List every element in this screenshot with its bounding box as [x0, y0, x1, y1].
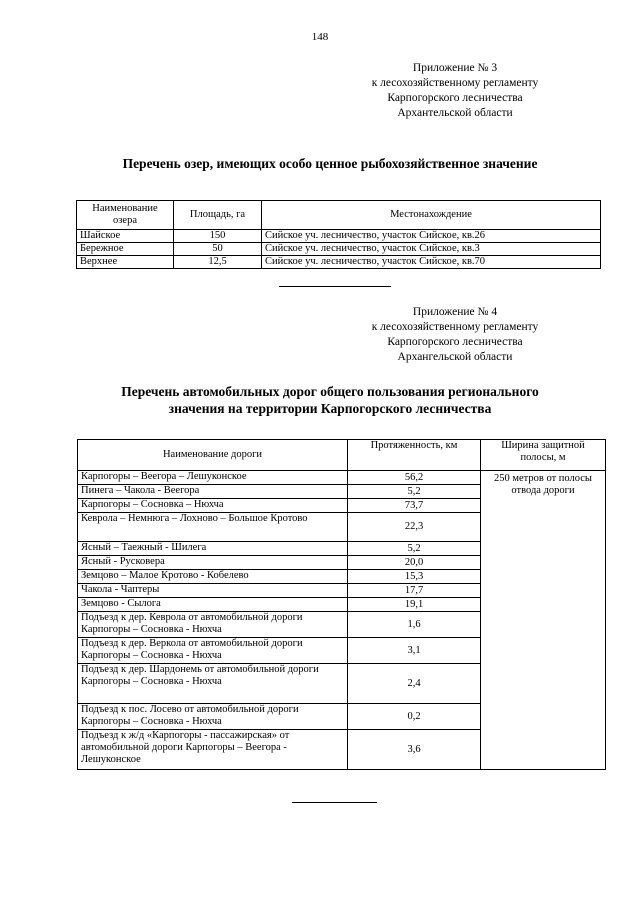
appendix-line: к лесохозяйственному регламенту: [371, 77, 539, 89]
lake-area: 12,5: [174, 256, 262, 269]
appendix-line: Приложение № 4: [412, 306, 498, 318]
road-length: 3,1: [348, 638, 481, 664]
road-name: Подъезд к пос. Лосево от автомобильной дороги Карпогоры – Сосновка - Нюхча: [78, 704, 348, 730]
road-name: Подъезд к дер. Шардонемь от автомобильной дороги Карпогоры – Сосновка - Нюхча: [78, 664, 348, 704]
road-length: 73,7: [348, 499, 481, 513]
lake-location: Сийское уч. лесничество, участок Сийское, кв.26: [262, 230, 601, 243]
lakes-heading: Перечень озер, имеющих особо ценное рыбохозяйственное значение: [122, 156, 538, 171]
appendix-line: к лесохозяйственному регламенту: [371, 321, 539, 333]
separator-line: [279, 286, 391, 287]
lake-name: Верхнее: [77, 256, 174, 269]
road-name: Подъезд к дер. Кеврола от автомобильной дороги Карпогоры – Сосновка - Нюхча: [78, 612, 348, 638]
road-name: Подъезд к ж/д «Карпогоры - пассажирская» от автомобильной дороги Карпогоры – Веегора - Лешуконское: [78, 730, 348, 770]
road-name: Ясный - Русковера: [78, 556, 348, 570]
table-row: [77, 243, 601, 256]
road-name: Земцово - Сылога: [78, 598, 348, 612]
road-name: Пинега – Чакола - Веегора: [78, 485, 348, 499]
appendix-line: Карпогорского лесничества: [387, 92, 523, 104]
table-row: [78, 471, 606, 485]
roads-heading: [60, 383, 600, 417]
road-name: Кеврола – Немнюга – Лохново – Большое Кротово: [78, 513, 348, 542]
table-header-row: [77, 201, 601, 230]
appendix-line: Архантельской области: [397, 107, 513, 119]
column-header: Площадь, га: [174, 201, 262, 230]
road-length: 3,6: [348, 730, 481, 770]
roads-heading-line: Перечень автомобильных дорог общего пользования регионального: [121, 384, 539, 399]
road-length: 20,0: [348, 556, 481, 570]
lake-location: Сийское уч. лесничество, участок Сийское, кв.3: [262, 243, 601, 256]
road-length: 0,2: [348, 704, 481, 730]
appendix-line: Карпогорского лесничества: [387, 336, 523, 348]
lakes-table: [76, 200, 601, 269]
road-name: Чакола - Чаптеры: [78, 584, 348, 598]
column-header: Местонахождение: [262, 201, 601, 230]
appendix-line: Приложение № 3: [412, 62, 498, 74]
lake-area: 150: [174, 230, 262, 243]
road-length: 1,6: [348, 612, 481, 638]
roads-heading-line: значения на территории Карпогорского лесничества: [168, 401, 492, 416]
road-length: 5,2: [348, 485, 481, 499]
road-length: 19,1: [348, 598, 481, 612]
column-header: Протяженность, км: [348, 440, 481, 471]
lake-name: Бережное: [77, 243, 174, 256]
road-length: 22,3: [348, 513, 481, 542]
road-length: 56,2: [348, 471, 481, 485]
road-name: Карпогоры – Сосновка – Нюхча: [78, 499, 348, 513]
protective-strip-width: 250 метров от полосы отвода дороги: [481, 471, 606, 770]
table-row: [77, 256, 601, 269]
road-name: Земцово – Малое Кротово - Кобелево: [78, 570, 348, 584]
column-header: Наименование озера: [77, 201, 174, 230]
road-length: 2,4: [348, 664, 481, 704]
road-length: 15,3: [348, 570, 481, 584]
column-header: Наименование дороги: [78, 440, 348, 471]
roads-table: [77, 439, 606, 770]
appendix-4-caption: [340, 305, 570, 365]
page-number: 148: [311, 31, 329, 43]
separator-line: [292, 802, 377, 803]
road-length: 5,2: [348, 542, 481, 556]
table-row: [77, 230, 601, 243]
lake-area: 50: [174, 243, 262, 256]
lake-name: Шайское: [77, 230, 174, 243]
road-length: 17,7: [348, 584, 481, 598]
road-name: Ясный – Таежный - Шилега: [78, 542, 348, 556]
appendix-line: Архангельской области: [397, 351, 513, 363]
table-header-row: [78, 440, 606, 471]
road-name: Карпогоры – Веегора – Лешуконское: [78, 471, 348, 485]
lake-location: Сийское уч. лесничество, участок Сийское, кв.70: [262, 256, 601, 269]
appendix-3-caption: [340, 61, 570, 121]
road-name: Подъезд к дер. Веркола от автомобильной дороги Карпогоры – Сосновка - Нюхча: [78, 638, 348, 664]
column-header: Ширина защитной полосы, м: [481, 440, 606, 471]
